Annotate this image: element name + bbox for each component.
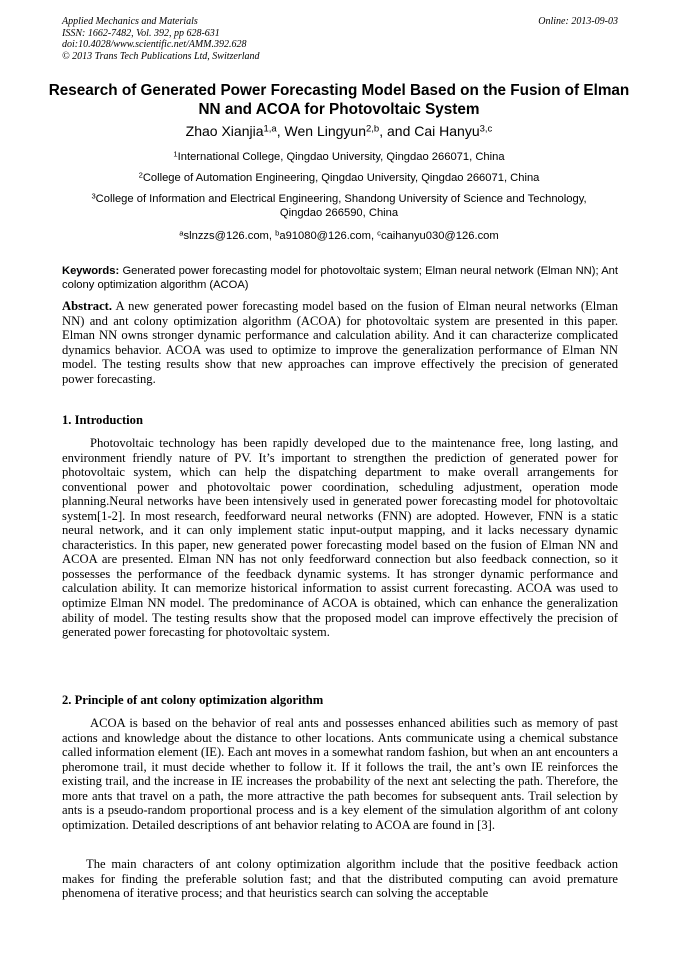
doi-line: doi:10.4028/www.scientific.net/AMM.392.628: [62, 39, 247, 50]
aco-paragraph-1: ACOA is based on the behavior of real ants and possesses enhanced abilities such as memory of past actions and knowledge about the distance to other locations. Ants communicate using a chemical substance called information element (IE). Each ant moves in a somewhat random fashion, but when an ant encounters a pheromone trail, it must decide whether to follow it. If it follows the trail, the ant’s own IE reinforces the existing trail, and the increase in IE increases the probability of the next ant selecting the path. Therefore, the more ants that travel on a path, the more attractive the path becomes for subsequent ants. Trail selection by ants is a pseudo-random proportional process and is a key element of the simulation algorithm of ant colony optimization. Detailed descriptions of ant behavior relating to ACOA are found in [3].: [62, 716, 618, 832]
keywords-text: Generated power forecasting model for photovoltaic system; Elman neural network (Elman NN); Ant colony optimization algorithm (ACOA): [62, 265, 618, 292]
email-superscript: b: [275, 228, 280, 238]
author-name: Zhao Xianjia: [185, 123, 264, 139]
aco-paragraph-2: The main characters of ant colony optimization algorithm include that the positive feedback action makes for finding the preferable solution fast; and that the distributed computing can avoid premature phenomena of iterative process; and that heuristics search can solving the acceptable: [62, 857, 618, 901]
author-separator: ,: [276, 123, 285, 139]
affiliation-superscript: 3: [91, 191, 96, 201]
copyright-line: © 2013 Trans Tech Publications Ltd, Switzerland: [62, 50, 260, 62]
email-address: caihanyu030@126.com: [380, 230, 499, 242]
journal-name: Applied Mechanics and Materials: [62, 16, 198, 27]
affiliation-1: [60, 150, 618, 164]
page-header: [62, 16, 618, 62]
email-superscript: c: [377, 228, 381, 238]
affiliation-text: College of Automation Engineering, Qingdao University, Qingdao 266071, China: [142, 172, 540, 184]
affiliation-superscript: 1: [173, 149, 178, 159]
author-separator: , and: [379, 123, 415, 139]
section-heading-introduction: 1. Introduction: [62, 413, 143, 427]
email-separator: ,: [268, 230, 276, 242]
introduction-paragraph: Photovoltaic technology has been rapidly developed due to the maintenance free, long lasting, and environment friendly nature of PV. It’s important to strengthen the prediction of generated power for photovoltaic system, which can help the dispatching department to make overall arrangements for conventional power and photovoltaic power coordination, scheduling adjustment, operation mode planning.Neural networks have been intensively used in generated power forecasting model for photovoltaic system[1-2]. In most research, feedforward neural networks (FNN) are adopted. However, FNN is a static neural network, and it can only implement static input-output mapping, and it lacks necessary dynamic characteristics. In this paper, new generated power forecasting model based on the fusion of Elman NN and ACOA are presented. Elman NN has not only feedforward connection but also feedback connection, so it possesses the performance of the feedback dynamic systems. It has stronger dynamic performance and calculation ability. It can memorize historical information to assist current forecasting. ACOA was used to optimize Elman NN model. The predominance of ACOA is obtained, which can enhance the generalization ability of model. The testing results show that the proposed model can improve effectively the precision of generated power forecasting for photovoltaic system.: [62, 436, 618, 640]
author-superscript: 1,a: [263, 123, 277, 135]
affiliation-superscript: 2: [138, 170, 143, 180]
author-superscript: 2,b: [365, 123, 380, 135]
affiliation-2: [60, 171, 618, 185]
author-list: [40, 123, 638, 140]
abstract-label: Abstract.: [62, 299, 113, 313]
affiliation-text: International College, Qingdao University, Qingdao 266071, China: [177, 151, 505, 163]
section-heading-aco: 2. Principle of ant colony optimization algorithm: [62, 693, 324, 707]
email-superscript: a: [179, 228, 184, 238]
email-separator: ,: [370, 230, 378, 242]
online-date: Online: 2013-09-03: [538, 16, 618, 27]
email-list: [60, 229, 618, 243]
keywords-label: Keywords:: [62, 265, 120, 277]
email-address: a91080@126.com: [279, 230, 371, 242]
author-name: Cai Hanyu: [414, 123, 480, 139]
author-name: Wen Lingyun: [284, 123, 366, 139]
paper-title: Research of Generated Power Forecasting Model Based on the Fusion of Elman NN and ACOA for Photovoltaic System: [48, 82, 630, 118]
abstract-text: A new generated power forecasting model based on the fusion of Elman neural networks (Elman NN) and ant colony optimization algorithm (ACOA) for photovoltaic system are presented in this paper. Elman NN owns stronger dynamic performance and calculation ability. And it can characterize complicated dynamics behavior. ACOA was used to optimize to improve the generalization performance of Elman NN model. The testing results show that new approaches can improve effectively the precision of generated power forecasting.: [62, 299, 618, 386]
issn-line: ISSN: 1662-7482, Vol. 392, pp 628-631: [62, 27, 220, 39]
author-superscript: 3,c: [479, 123, 493, 135]
email-address: slnzzs@126.com: [183, 230, 269, 242]
keywords: [62, 264, 618, 293]
affiliation-text: College of Information and Electrical Engineering, Shandong University of Science and Technology, Qingdao 266590, China: [95, 193, 587, 219]
abstract: [62, 299, 618, 386]
affiliation-3: [90, 192, 588, 220]
